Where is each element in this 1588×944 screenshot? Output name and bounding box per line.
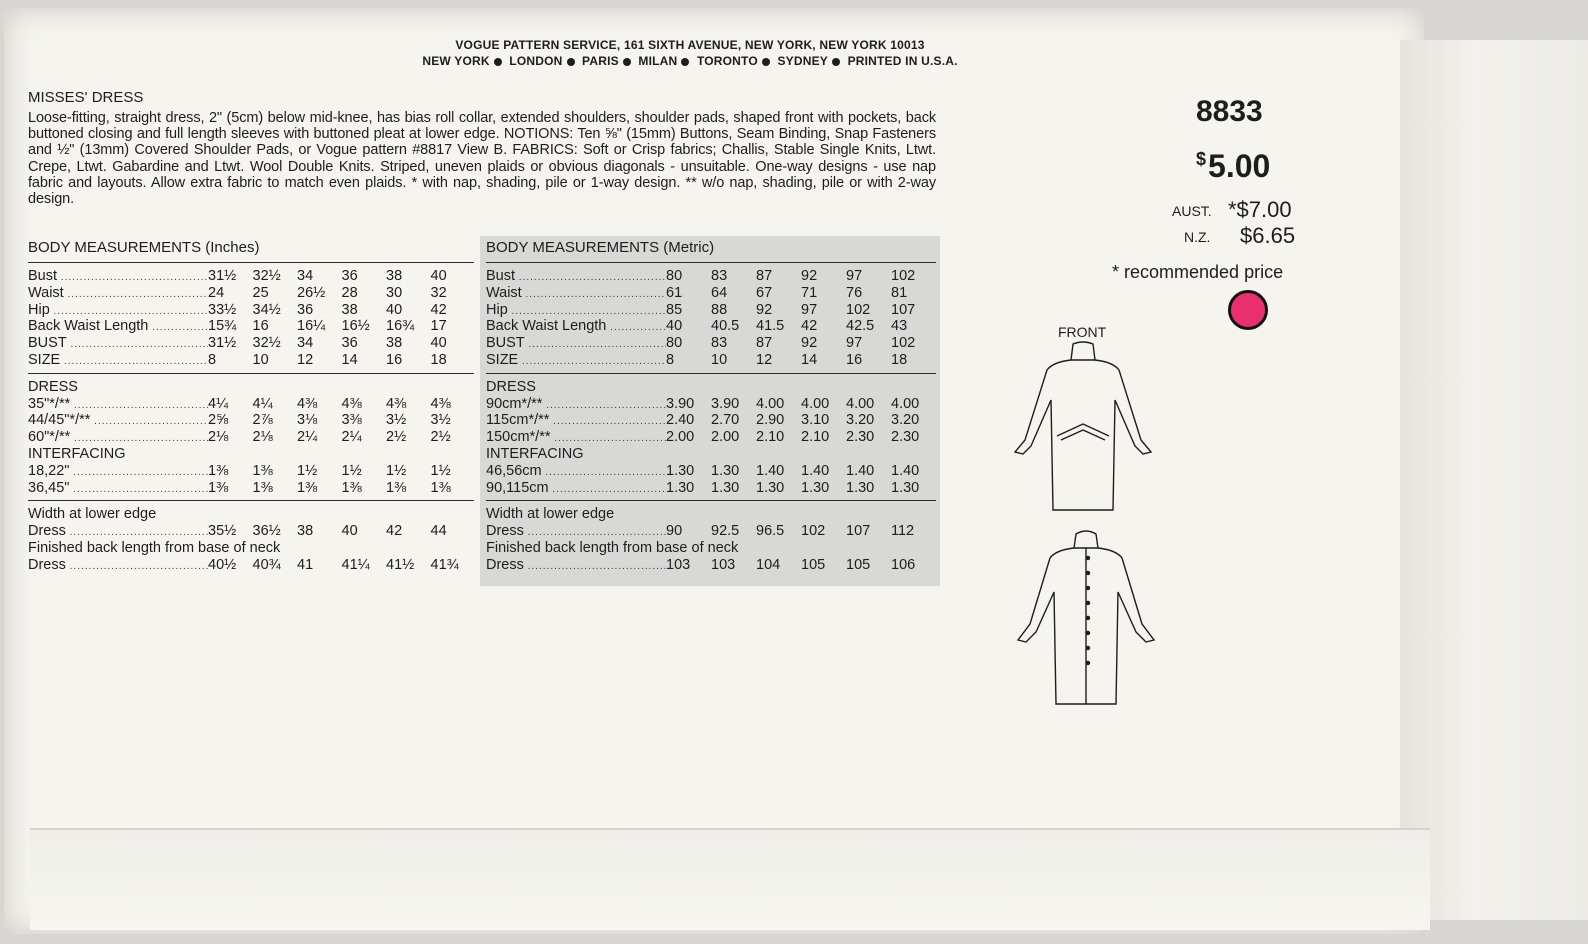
table-cell: 61 — [666, 284, 683, 301]
table-cell: 40½ — [208, 556, 237, 573]
table-cell: 105 — [801, 556, 826, 573]
table-cell: 42.5 — [846, 318, 875, 335]
table-cell: 102 — [846, 301, 871, 318]
metric-table — [486, 238, 936, 574]
pink-dot-marker — [1228, 290, 1268, 330]
table-cell: 40 — [666, 318, 683, 335]
table-cell: 40.5 — [711, 318, 740, 335]
table-cell: 40 — [430, 335, 447, 352]
table-cell: 97 — [801, 301, 818, 318]
table-cell: 44 — [430, 523, 447, 540]
table-cell: 14 — [801, 351, 818, 368]
table-cell: 42 — [430, 301, 447, 318]
city: NEW YORK — [422, 54, 490, 68]
table-cell: 67 — [756, 284, 773, 301]
table-cell: 2⅛ — [208, 429, 229, 446]
table-cell: 40 — [430, 268, 447, 284]
table-cell: 2.00 — [711, 429, 740, 446]
table-cell: 4¼ — [252, 395, 273, 412]
city: PARIS — [582, 54, 619, 68]
table-row — [486, 557, 936, 574]
table-cell: 15¾ — [208, 318, 237, 335]
row-label: Back Waist Length ..... — [28, 318, 208, 335]
table-cell: 25 — [252, 284, 269, 301]
table-cell: 102 — [891, 335, 916, 352]
table-cell: 3.90 — [711, 395, 740, 412]
table-cell: 12 — [756, 351, 773, 368]
table-cell: 16¾ — [386, 318, 415, 335]
table-cell: 1.30 — [666, 479, 695, 496]
table-cell: 2.70 — [711, 412, 740, 429]
table-row — [28, 352, 474, 369]
table-cell: 76 — [846, 284, 863, 301]
table-cell: 10 — [252, 351, 269, 368]
table-cell: 102 — [891, 268, 916, 284]
row-label: Bust ..... — [486, 268, 666, 285]
width-heading: Width at lower edge — [486, 506, 615, 523]
table-cell: 42 — [801, 318, 818, 335]
front-label: FRONT — [1058, 324, 1107, 340]
width-heading: Width at lower edge — [28, 506, 157, 523]
table-cell: 2.30 — [891, 429, 920, 446]
table-row — [486, 268, 936, 285]
interfacing-heading: INTERFACING — [486, 445, 584, 462]
table-cell: 1.40 — [891, 462, 920, 479]
table-cell: 14 — [341, 351, 358, 368]
row-label: Hip ..... — [486, 302, 666, 319]
table-cell: 17 — [430, 318, 447, 335]
table-cell: 38 — [297, 523, 314, 540]
row-label: 90cm*/** ..... — [486, 396, 666, 413]
table-cell: 8 — [208, 351, 217, 368]
table-row — [28, 557, 474, 574]
table-cell: 2½ — [386, 429, 407, 446]
table-cell: 85 — [666, 301, 683, 318]
table-cell: 16¼ — [297, 318, 326, 335]
table-cell: 1.30 — [756, 479, 785, 496]
row-label: 35"*/** ..... — [28, 396, 208, 413]
table-row — [486, 302, 936, 319]
table-row — [486, 429, 936, 446]
table-cell: 1.30 — [666, 462, 695, 479]
publisher-header — [360, 37, 1020, 69]
dress-heading: DRESS — [28, 378, 78, 395]
row-label: Waist ..... — [486, 285, 666, 302]
table-cell: 41.5 — [756, 318, 785, 335]
row-label: 36,45" ..... — [28, 480, 208, 497]
row-label: Back Waist Length ..... — [486, 318, 666, 335]
table-row — [28, 429, 474, 446]
table-cell: 24 — [208, 284, 225, 301]
table-row — [486, 335, 936, 352]
table-cell: 83 — [711, 335, 728, 352]
table-cell: 41½ — [386, 556, 415, 573]
table-cell: 31½ — [208, 268, 237, 284]
nz-label: N.Z. — [1184, 229, 1211, 245]
table-cell: 18 — [891, 351, 908, 368]
pattern-title: MISSES' DRESS — [28, 89, 144, 106]
table-cell: 3⅛ — [297, 412, 318, 429]
table-cell: 83 — [711, 268, 728, 284]
table-cell: 40 — [386, 301, 403, 318]
publisher-address: VOGUE PATTERN SERVICE, 161 SIXTH AVENUE, NEW YORK, NEW YORK 10013 — [455, 38, 925, 52]
row-label: Dress ..... — [486, 557, 666, 574]
table-cell: 10 — [711, 351, 728, 368]
metric-table-panel — [480, 236, 940, 586]
table-cell: 104 — [756, 556, 781, 573]
table-cell: 1½ — [430, 462, 451, 479]
table-cell: 8 — [666, 351, 675, 368]
table-cell: 90 — [666, 523, 683, 540]
table-cell: 36 — [341, 268, 358, 284]
currency-symbol: $ — [1196, 149, 1207, 169]
table-row — [28, 302, 474, 319]
table-cell: 38 — [341, 301, 358, 318]
table-cell: 28 — [341, 284, 358, 301]
table-cell: 2.30 — [846, 429, 875, 446]
table-cell: 96.5 — [756, 523, 785, 540]
table-row — [28, 523, 474, 540]
city: TORONTO — [696, 54, 758, 68]
table-cell: 2.90 — [756, 412, 785, 429]
row-label: SIZE ..... — [28, 352, 208, 369]
table-cell: 3.10 — [801, 412, 830, 429]
table-cell: 112 — [891, 523, 915, 540]
table-row — [486, 352, 936, 369]
table-cell: 4⅜ — [341, 395, 362, 412]
pattern-number: 8833 — [1196, 95, 1263, 128]
table-cell: 2½ — [430, 429, 451, 446]
table-row — [486, 463, 936, 480]
row-label: BUST ..... — [28, 335, 208, 352]
row-label: 46,56cm ..... — [486, 463, 666, 480]
table-cell: 2¼ — [341, 429, 362, 446]
table-cell: 1⅜ — [208, 479, 229, 496]
table-cell: 103 — [666, 556, 691, 573]
table-cell: 16 — [846, 351, 863, 368]
table-cell: 4.00 — [846, 395, 875, 412]
table-cell: 34 — [297, 335, 314, 352]
table-cell: 92 — [801, 335, 818, 352]
table-cell: 3⅜ — [341, 412, 362, 429]
row-label: 150cm*/** ..... — [486, 429, 666, 446]
table-cell: 4.00 — [801, 395, 830, 412]
table-row — [486, 480, 936, 497]
table-cell: 2.40 — [666, 412, 695, 429]
city: SYDNEY — [777, 54, 829, 68]
table-row — [486, 412, 936, 429]
row-label: Dress ..... — [486, 523, 666, 540]
table-cell: 1⅜ — [297, 479, 318, 496]
table-cell: 1⅜ — [208, 462, 229, 479]
table-cell: 2.10 — [801, 429, 830, 446]
table-cell: 1.30 — [801, 479, 830, 496]
table-cell: 32 — [430, 284, 447, 301]
table-cell: 1.30 — [711, 479, 740, 496]
row-label: Bust ..... — [28, 268, 208, 285]
table-cell: 2⅞ — [252, 412, 273, 429]
table-row — [486, 396, 936, 413]
city: MILAN — [638, 54, 678, 68]
table-cell: 26½ — [297, 284, 326, 301]
row-label: Waist ..... — [28, 285, 208, 302]
table-cell: 16 — [386, 351, 403, 368]
front-view-sketch-icon — [1005, 340, 1165, 520]
publisher-cities — [360, 53, 1020, 69]
table-row — [486, 285, 936, 302]
row-label: 44/45"*/** ..... — [28, 412, 208, 429]
table-cell: 88 — [711, 301, 728, 318]
us-price-value: 5.00 — [1208, 148, 1271, 184]
table-row — [28, 412, 474, 429]
table-cell: 71 — [801, 284, 818, 301]
inches-table-title: BODY MEASUREMENTS (Inches) — [28, 239, 260, 256]
table-cell: 38 — [386, 268, 403, 284]
table-cell: 2.10 — [756, 429, 785, 446]
table-cell: 32½ — [252, 268, 281, 284]
table-cell: 92 — [801, 268, 818, 284]
row-label: BUST ..... — [486, 335, 666, 352]
table-cell: 1⅜ — [341, 479, 362, 496]
table-row — [28, 268, 474, 285]
table-cell: 106 — [891, 556, 916, 573]
table-row — [28, 396, 474, 413]
table-cell: 34½ — [252, 301, 281, 318]
table-cell: 16½ — [341, 318, 370, 335]
table-cell: 36½ — [252, 523, 281, 540]
table-cell: 1⅜ — [386, 479, 407, 496]
row-label: SIZE ..... — [486, 352, 666, 369]
table-cell: 4⅜ — [430, 395, 451, 412]
table-cell: 32½ — [252, 335, 281, 352]
printed-in: PRINTED IN U.S.A. — [847, 54, 958, 68]
table-cell: 1.30 — [846, 479, 875, 496]
table-cell: 87 — [756, 268, 773, 284]
row-label: 18,22" ..... — [28, 463, 208, 480]
length-heading: Finished back length from base of neck — [28, 539, 281, 556]
back-view-sketch-icon — [1008, 528, 1168, 712]
table-cell: 97 — [846, 335, 863, 352]
row-label: 90,115cm ..... — [486, 480, 666, 497]
table-row — [28, 335, 474, 352]
table-cell: 2⅛ — [252, 429, 273, 446]
table-cell: 102 — [801, 523, 826, 540]
row-label: 115cm*/** ..... — [486, 412, 666, 429]
table-cell: 105 — [846, 556, 871, 573]
table-cell: 103 — [711, 556, 736, 573]
table-cell: 1½ — [341, 462, 362, 479]
table-cell: 4.00 — [756, 395, 785, 412]
table-cell: 80 — [666, 268, 683, 284]
pattern-description: Loose-fitting, straight dress, 2" (5cm) below mid-knee, has bias roll collar, extended shoulders, shoulder pads, shaped front with pockets, back buttoned closing and full length sleeves with buttoned pleat at lower edge. NOTIONS: Ten ⅝" (15mm) Buttons, Seam Binding, Snap Fasteners and ½" (13mm) Covered Shoulder Pads, or Vogue pattern #8817 View B. FABRICS: Soft or Crisp fabrics; Challis, Stable Single Knits, Ltwt. Crepe, Ltwt. Gabardine and Ltwt. Wool Double Knits. Striped, uneven plaids or obvious diagonals - unsuitable. One-way designs - use nap fabric and layouts. Allow extra fabric to match even plaids. * with nap, shading, pile or 1-way design. ** w/o nap, shading, pile or with 2-way design. — [28, 110, 936, 208]
table-cell: 64 — [711, 284, 728, 301]
table-cell: 40 — [341, 523, 358, 540]
table-cell: 41¾ — [430, 556, 459, 573]
table-cell: 1⅜ — [430, 479, 451, 496]
table-cell: 4⅜ — [297, 395, 318, 412]
table-cell: 92.5 — [711, 523, 740, 540]
table-cell: 30 — [386, 284, 403, 301]
envelope-side-flap — [1400, 40, 1588, 920]
table-cell: 1⅜ — [252, 479, 273, 496]
recommended-price-note: * recommended price — [1112, 262, 1284, 282]
table-cell: 3½ — [430, 412, 451, 429]
table-row — [28, 480, 474, 497]
table-cell: 2.00 — [666, 429, 695, 446]
row-label: 60"*/** ..... — [28, 429, 208, 446]
table-cell: 38 — [386, 335, 403, 352]
table-cell: 1½ — [297, 462, 318, 479]
table-cell: 4⅜ — [386, 395, 407, 412]
city: LONDON — [509, 54, 563, 68]
table-cell: 1.40 — [801, 462, 830, 479]
inches-table — [28, 238, 474, 574]
table-cell: 16 — [252, 318, 269, 335]
row-label: Dress ..... — [28, 523, 208, 540]
table-cell: 3.20 — [891, 412, 920, 429]
metric-table-title: BODY MEASUREMENTS (Metric) — [486, 239, 715, 256]
aust-price: *$7.00 — [1228, 197, 1292, 222]
row-label: Hip ..... — [28, 302, 208, 319]
table-cell: 2⅝ — [208, 412, 229, 429]
table-cell: 2¼ — [297, 429, 318, 446]
row-label: Dress ..... — [28, 557, 208, 574]
table-cell: 35½ — [208, 523, 237, 540]
table-cell: 1.40 — [846, 462, 875, 479]
table-row — [28, 285, 474, 302]
dress-heading: DRESS — [486, 378, 536, 395]
table-cell: 107 — [846, 523, 871, 540]
envelope-bottom-flap — [30, 828, 1430, 930]
table-cell: 42 — [386, 523, 403, 540]
table-cell: 1.30 — [711, 462, 740, 479]
table-cell: 3.20 — [846, 412, 875, 429]
table-cell: 81 — [891, 284, 908, 301]
table-cell: 80 — [666, 335, 683, 352]
us-price — [1196, 148, 1270, 185]
table-row — [486, 318, 936, 335]
table-cell: 87 — [756, 335, 773, 352]
table-cell: 36 — [297, 301, 314, 318]
aust-label: AUST. — [1172, 203, 1212, 219]
table-cell: 33½ — [208, 301, 237, 318]
table-cell: 36 — [341, 335, 358, 352]
table-cell: 41 — [297, 556, 314, 573]
table-cell: 3½ — [386, 412, 407, 429]
table-cell: 4.00 — [891, 395, 920, 412]
table-cell: 107 — [891, 301, 916, 318]
table-row — [486, 523, 936, 540]
table-cell: 1½ — [386, 462, 407, 479]
table-row — [28, 463, 474, 480]
table-cell: 3.90 — [666, 395, 695, 412]
table-cell: 1.30 — [891, 479, 920, 496]
table-cell: 1.40 — [756, 462, 785, 479]
table-cell: 41¼ — [341, 556, 370, 573]
table-cell: 40¾ — [252, 556, 281, 573]
table-cell: 31½ — [208, 335, 237, 352]
table-cell: 4¼ — [208, 395, 229, 412]
table-cell: 97 — [846, 268, 863, 284]
interfacing-heading: INTERFACING — [28, 445, 126, 462]
table-cell: 1⅜ — [252, 462, 273, 479]
table-row — [28, 318, 474, 335]
table-cell: 43 — [891, 318, 908, 335]
nz-price: $6.65 — [1240, 223, 1296, 248]
table-cell: 12 — [297, 351, 314, 368]
length-heading: Finished back length from base of neck — [486, 539, 739, 556]
table-cell: 34 — [297, 268, 314, 284]
table-cell: 18 — [430, 351, 447, 368]
table-cell: 92 — [756, 301, 773, 318]
